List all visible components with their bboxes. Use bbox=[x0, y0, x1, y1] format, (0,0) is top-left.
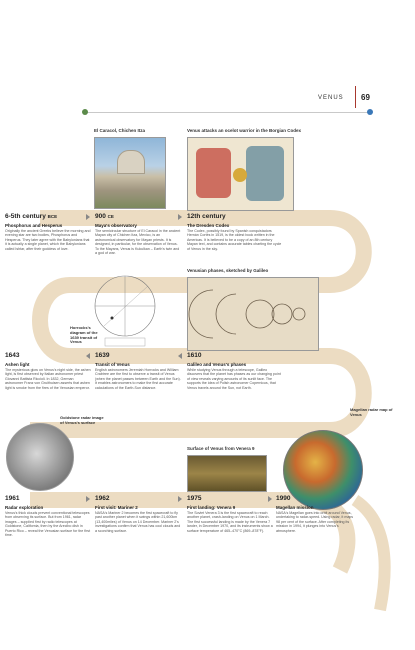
entry-body: Venus's thick clouds prevent conventional telescopes from observing its surface. But from 1961, radar images – supplied first by radio telescopes at Goldstone, California, then by the Arecibo dish in Puerto Rico – reveal the Venusian surface for the first time. bbox=[5, 511, 91, 538]
photo-borgia-codex bbox=[187, 137, 294, 211]
caption-magellan: Magellan radar map of Venus bbox=[350, 407, 393, 417]
caption-el-caracol: El Caracol, Chichen Itza bbox=[94, 128, 146, 133]
entry-3 bbox=[5, 362, 91, 390]
entry-date-3: 1643 bbox=[5, 352, 20, 359]
entry-date-8: 1975 bbox=[187, 495, 202, 502]
entry-title: Ashen light bbox=[5, 362, 30, 367]
timeline-arrow bbox=[86, 496, 90, 502]
entry-2 bbox=[187, 223, 282, 251]
entry-body: NASA's Magellan goes into orbit around Venus, undertaking to radar-speed. Using radar, it maps 98 per cent of the surface. After completing its mission in 1994, it plunges into Venus's atmosphere. bbox=[276, 511, 354, 533]
caption-venera: Surface of Venus from Venera 9 bbox=[187, 446, 255, 451]
caption-horrocks: Horrocks's diagram of the 1639 transit of Venus bbox=[70, 325, 98, 345]
entry-title: Phosphorus and Hesperus bbox=[5, 223, 63, 228]
entry-date-7: 1962 bbox=[95, 495, 110, 502]
entry-date-1: 900 CE bbox=[95, 213, 114, 220]
entry-9 bbox=[276, 505, 356, 533]
observatory-dome bbox=[117, 150, 145, 174]
timeline-arrow bbox=[268, 496, 272, 502]
codex-figure-left bbox=[196, 148, 231, 198]
caption-galileo: Venusian phases, sketched by Galileo bbox=[187, 268, 269, 273]
photo-magellan-globe bbox=[283, 430, 363, 510]
entry-title: Maya's observatory bbox=[95, 223, 137, 228]
timeline-arrow bbox=[178, 214, 182, 220]
entry-date-5: 1610 bbox=[187, 352, 202, 359]
photo-venera-surface bbox=[187, 455, 267, 492]
entry-title: First landing: Venera 9 bbox=[187, 505, 236, 510]
entry-title: The Dresden Codex bbox=[187, 223, 230, 228]
entry-body: The semicircular structure of El Caracol in the ancient Mayan city of Chichen Itza, Mexico, is an astronomical observatory for Mayan priests. It is designed, in particular, for the observation of Venus. To the Mayans, Venus is Kukulkan – Earth's twin and a god of war. bbox=[95, 229, 181, 256]
entry-body: English astronomers Jeremiah Horrocks and William Crabtree are the first to observe a transit of Venus (when the planet passes between Earth and the Sun). It enables astronomers to make the first accurate calculations of the Earth-Sun distance. bbox=[95, 368, 181, 390]
entry-date-9: 1990 bbox=[276, 495, 291, 502]
entry-title: First visit: Mariner 2 bbox=[95, 505, 138, 510]
horrocks-diagram bbox=[90, 268, 160, 350]
entry-date-6: 1961 bbox=[5, 495, 20, 502]
entry-8 bbox=[187, 505, 273, 533]
codex-ornament bbox=[233, 168, 247, 182]
photo-radar-venus bbox=[6, 423, 74, 491]
entry-date-4: 1639 bbox=[95, 352, 110, 359]
entry-body: The Soviet Venera 3 is the first spacecraft to reach another planet, crash-landing on Venus on 1 March. The first successful landing is made by the Venera 7 lander, in December 1970, and its instruments show a surface temperature of 465–470°C (869–878°F). bbox=[187, 511, 273, 533]
timeline-arrow bbox=[178, 353, 182, 359]
timeline-arrow bbox=[178, 496, 182, 502]
caption-borgia-codex: Venus attacks an ocelot warrior in the Borgian Codex bbox=[187, 128, 302, 133]
entry-date-0: 6-5th century BCE bbox=[5, 213, 58, 220]
entry-body: The mysterious glow on Venus's night side, the ashen light, is first observed by Italian astronomer priest Giovanni Battista Riccioli. In 1832, German astronomer Franz von Gruithuisen asserts that ashen light is smoke from the fires of the Venusian emperor. bbox=[5, 368, 91, 390]
photo-galileo-sketch bbox=[187, 277, 319, 351]
entry-body: The Codex, possibly found by Spanish conquistadors Hernán Cortés in 1519, is the oldest book written in the Americas. It is believed to be a copy of an 8th century Mayan text, and contains accurate tables charting the cycle of Venus in the sky. bbox=[187, 229, 282, 251]
entry-7 bbox=[95, 505, 181, 533]
entry-title: Radar exploration bbox=[5, 505, 44, 510]
entry-date-2: 12th century bbox=[187, 213, 226, 220]
entry-title: Transit of Venus bbox=[95, 362, 130, 367]
entry-4 bbox=[95, 362, 181, 390]
timeline-arrow bbox=[86, 353, 90, 359]
section-title: VENUS bbox=[318, 95, 344, 101]
entry-6 bbox=[5, 505, 91, 537]
entry-0 bbox=[5, 223, 91, 251]
timeline-arrow bbox=[86, 214, 90, 220]
entry-1 bbox=[95, 223, 181, 255]
codex-figure-right bbox=[246, 146, 284, 201]
entry-5 bbox=[187, 362, 282, 390]
entry-title: Magellan mission bbox=[276, 505, 314, 510]
entry-body: Originally the ancient Greeks believe the morning and evening star are two bodies, Phosphorus and Hesperus. They later agree with the Babylonians that it is actually a single planet, which the Babylonians called Ishtar, after their goddess of love. bbox=[5, 229, 91, 251]
caption-goldstone: Goldstone radar image of Venus's surface bbox=[60, 415, 104, 425]
venus-phases-sketch bbox=[188, 278, 318, 350]
photo-el-caracol bbox=[94, 137, 166, 209]
page-number: 69 bbox=[361, 93, 370, 102]
entry-body: NASA's Mariner 2 becomes the first spacecraft to fly past another planet when it swings within 21,600km (13,400miles) of Venus on 14 December. Mariner 2's investigations confirm that Venus has cool clouds and a scorching surface. bbox=[95, 511, 181, 533]
entry-body: While studying Venus through a telescope, Galileo discovers that the planet has phases as our changing point of view reveals varying amounts of its sunlit face. The supports the idea of Polish astronomer Copernicus, that Venus travels around the Sun, not Earth. bbox=[187, 368, 281, 390]
entry-title: Galileo and Venus's phases bbox=[187, 362, 247, 367]
